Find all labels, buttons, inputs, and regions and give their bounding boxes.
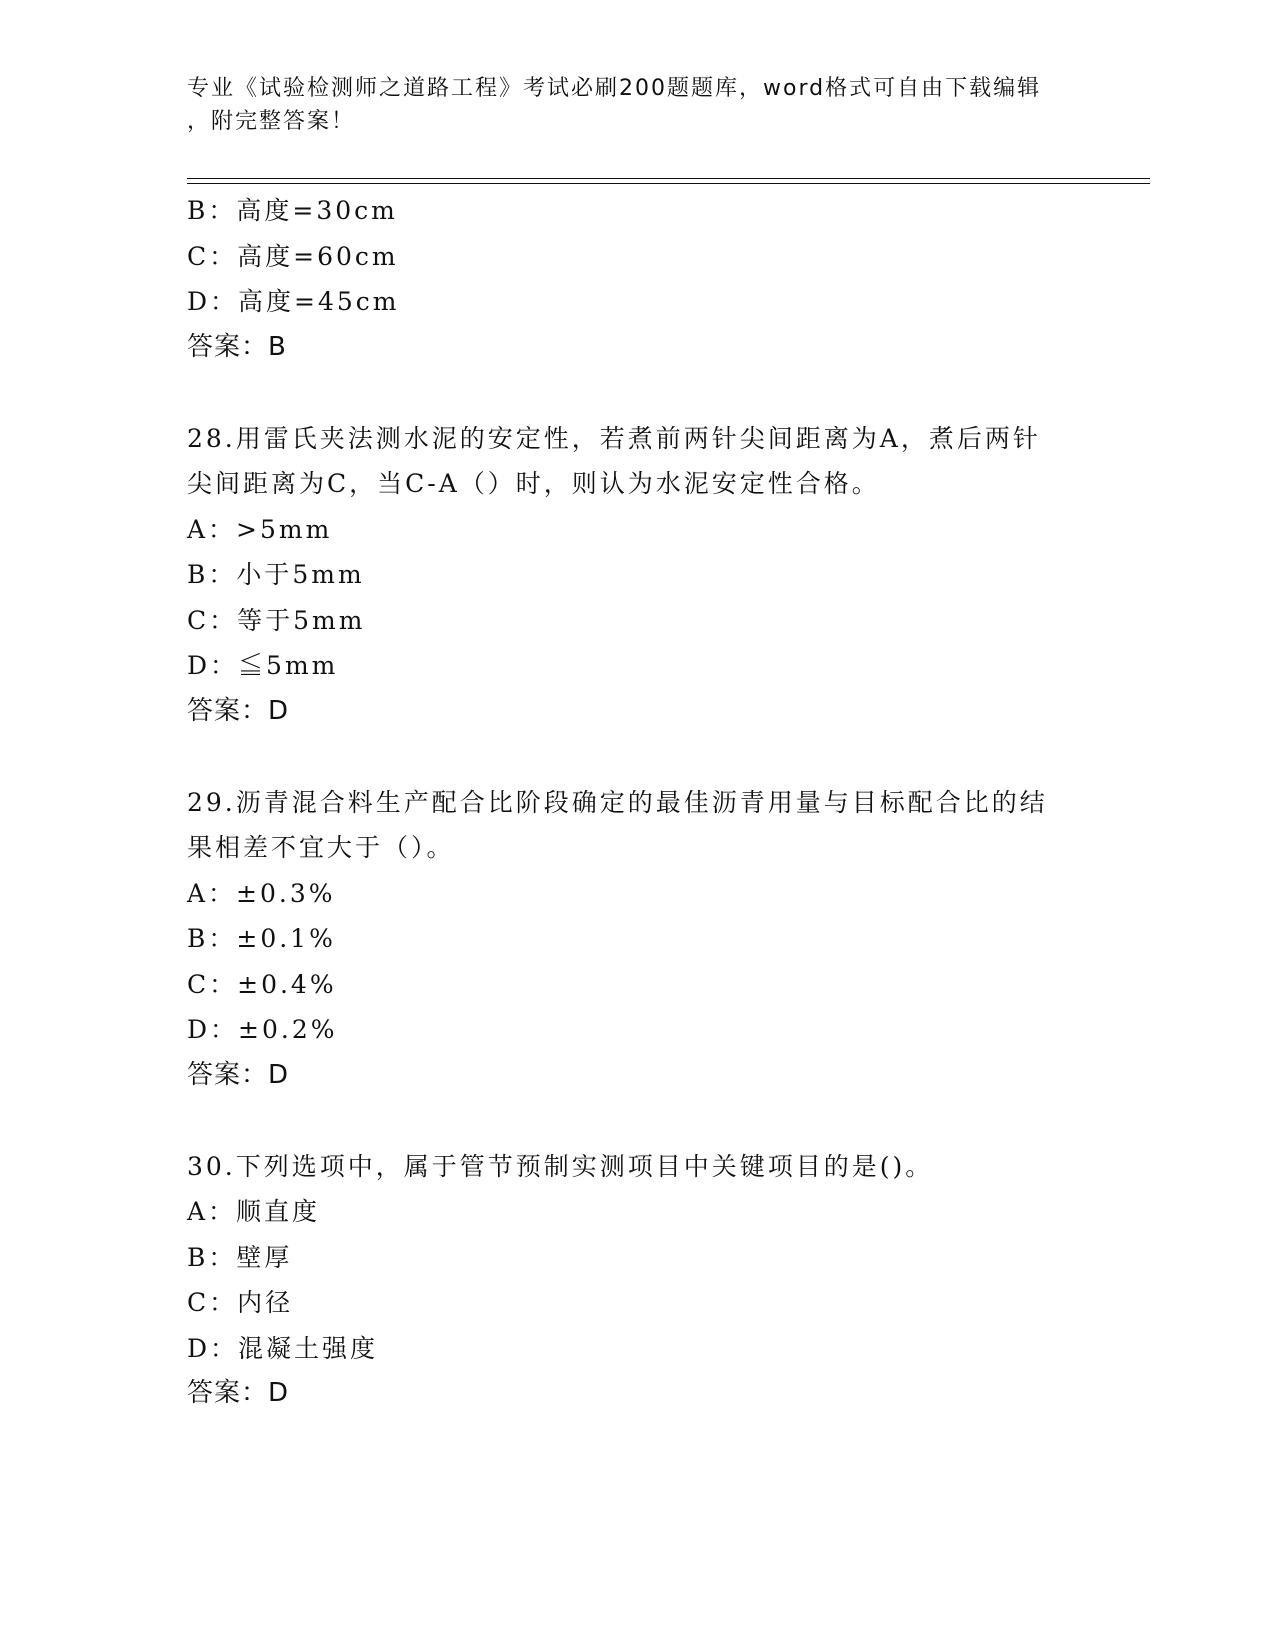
option-a: A：顺直度 [187,1197,321,1226]
question-29 [187,780,1087,1099]
answer: 答案：D [187,695,290,726]
question-stem-line: 28.用雷氏夹法测水泥的安定性，若煮前两针尖间距离为A，煮后两针 [187,423,1041,453]
answer: 答案：D [187,1059,290,1090]
option-b: B：高度=30cm [187,196,398,225]
answer: 答案：B [187,331,287,362]
option-d: D：≦5mm [187,651,339,680]
option-a: A：±0.3% [187,878,336,908]
question-stem-line: 果相差不宜大于（）。 [187,833,455,862]
question-stem-line: 尖间距离为C，当C-A（）时，则认为水泥安定性合格。 [187,469,880,498]
question-fragment [187,188,1087,370]
header-divider-bottom [187,183,1150,184]
answer: 答案：D [187,1378,290,1408]
question-stem-line: 29.沥青混合料生产配合比阶段确定的最佳沥青用量与目标配合比的结 [187,787,1048,817]
option-c: C：高度=60cm [187,241,399,271]
question-28 [187,416,1087,735]
option-b: B：壁厚 [187,1242,293,1272]
document-header [187,72,1067,138]
question-stem-line: 30.下列选项中，属于管节预制实测项目中关键项目的是()。 [187,1151,934,1181]
question-30 [187,1144,1087,1417]
option-c: C：等于5mm [187,605,366,635]
header-line-1: 专业《试验检测师之道路工程》考试必刷200题题库，word格式可自由下载编辑 [187,76,1042,101]
header-divider-top [187,178,1150,179]
option-b: B：小于5mm [187,560,365,589]
option-c: C：±0.4% [187,969,337,999]
option-c: C：内径 [187,1288,294,1317]
option-a: A：>5mm [187,514,333,544]
option-d: D：混凝土强度 [187,1333,379,1363]
header-line-2: ，附完整答案！ [187,109,356,134]
option-b: B：±0.1% [187,924,336,953]
option-d: D：高度=45cm [187,287,400,316]
question-list [187,188,1087,1417]
option-d: D：±0.2% [187,1015,338,1044]
